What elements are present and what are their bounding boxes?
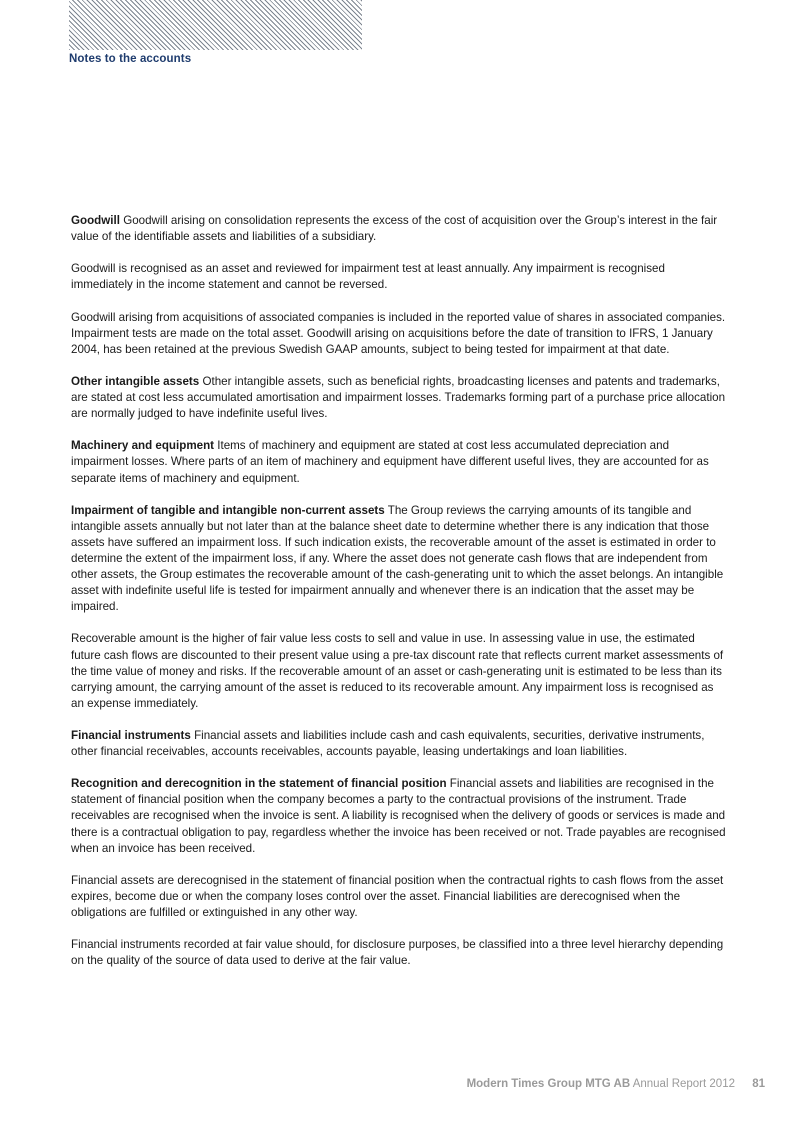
paragraph-heading: Financial instruments (71, 729, 191, 742)
paragraph-goodwill (71, 213, 726, 245)
paragraph-text: Financial instruments recorded at fair value should, for disclosure purposes, be classified into a three level hierarchy depending on the quality of the source of data used to derive at the fair value. (71, 938, 724, 968)
paragraph-fair-value-hierarchy (71, 937, 726, 969)
paragraph-heading: Other intangible assets (71, 374, 200, 388)
section-title: Notes to the accounts (69, 53, 192, 65)
paragraph-goodwill-impairment (71, 261, 726, 293)
paragraph-heading: Impairment of tangible and intangible non-current assets (71, 503, 385, 517)
paragraph-machinery-equipment (71, 438, 726, 486)
page-footer (467, 1078, 765, 1090)
paragraph-recognition-derecognition (71, 776, 726, 856)
paragraph-recoverable-amount (71, 631, 726, 711)
footer-report: Annual Report 2012 (632, 1078, 735, 1090)
paragraph-text: Goodwill is recognised as an asset and reviewed for impairment test at least annually. Any impairment is recognised immediately in the income statement and cannot be reversed. (71, 262, 665, 292)
paragraph-text: Recoverable amount is the higher of fair value less costs to sell and value in use. In assessing value in use, the estimated future cash flows are discounted to their present value using a pre-tax discount rate that reflects current market assessments of the time value of money and risks. If the recoverable amount of an asset or cash-generating unit is estimated to be less than its carrying amount, the carrying amount of the asset is reduced to its recoverable amount. Any impairment loss is recognised as an expense immediately. (71, 632, 724, 710)
paragraph-text: Goodwill arising on consolidation represents the excess of the cost of acquisition over the Group’s interest in the fair value of the identifiable assets and liabilities of a subsidiary. (71, 214, 718, 244)
paragraph-text: The Group reviews the carrying amounts of its tangible and intangible assets annually but not later than at the balance sheet date to determine whether there is any indication that those assets have suffered an impairment loss. If such indication exists, the recoverable amount of the asset is estimated in order to determine the extent of the impairment loss, if any. Where the asset does not generate cash flows that are independent from other assets, the Group estimates the recoverable amount of the cash-generating unit to which the asset belongs. An intangible asset with indefinite useful life is tested for impairment annually and whenever there is an indication that the asset may be impaired. (71, 503, 724, 614)
paragraph-derecognition (71, 873, 726, 921)
paragraph-text: Other intangible assets, such as beneficial rights, broadcasting licenses and patents and trademarks, are stated at cost less accumulated amortisation and impairment losses. Trademarks forming part of a purchase price allocation are normally judged to have indefinite useful lives. (71, 374, 726, 421)
paragraph-text: Items of machinery and equipment are stated at cost less accumulated depreciation and impairment losses. Where parts of an item of machinery and equipment have different useful lives, they are accounted for as separate items of machinery and equipment. (71, 439, 709, 485)
paragraph-heading: Goodwill (71, 214, 120, 227)
page-number: 81 (752, 1078, 765, 1090)
paragraph-goodwill-associated (71, 310, 726, 358)
paragraph-other-intangible-assets (71, 374, 726, 422)
header-hatch-pattern (69, 0, 362, 50)
paragraph-text: Financial assets are derecognised in the statement of financial position when the contractual rights to cash flows from the asset expires, become due or when the company loses control over the asset. Financial liabilities are derecognised when the obligations are fulfilled or extinguished in any other way. (71, 873, 724, 920)
paragraph-impairment (71, 503, 726, 616)
paragraph-text: Goodwill arising from acquisitions of associated companies is included in the reported value of shares in associated companies. Impairment tests are made on the total asset. Goodwill arising on acquisitions before the date of transition to IFRS, 1 January 2004, has been retained at the previous Swedish GAAP amounts, subject to being tested for impairment at that date. (71, 310, 726, 356)
notes-body (71, 213, 726, 986)
paragraph-heading: Machinery and equipment (71, 439, 215, 453)
paragraph-text: Financial assets and liabilities include cash and cash equivalents, securities, derivative instruments, other financial receivables, accounts receivables, accounts payable, leasing undertakings and loan liabilities. (71, 729, 705, 759)
paragraph-heading: Recognition and derecognition in the statement of financial position (71, 777, 447, 791)
paragraph-text: Financial assets and liabilities are recognised in the statement of financial position when the company becomes a party to the contractual provisions of the instrument. Trade receivables are recognised when the invoice is sent. A liability is recognised when the delivery of goods or services is made and there is a contractual obligation to pay, regardless whether the invoice has been received or not. Trade payables are recognised when an invoice has been received. (71, 777, 726, 855)
footer-company: Modern Times Group MTG AB (466, 1078, 631, 1090)
paragraph-financial-instruments (71, 728, 726, 760)
